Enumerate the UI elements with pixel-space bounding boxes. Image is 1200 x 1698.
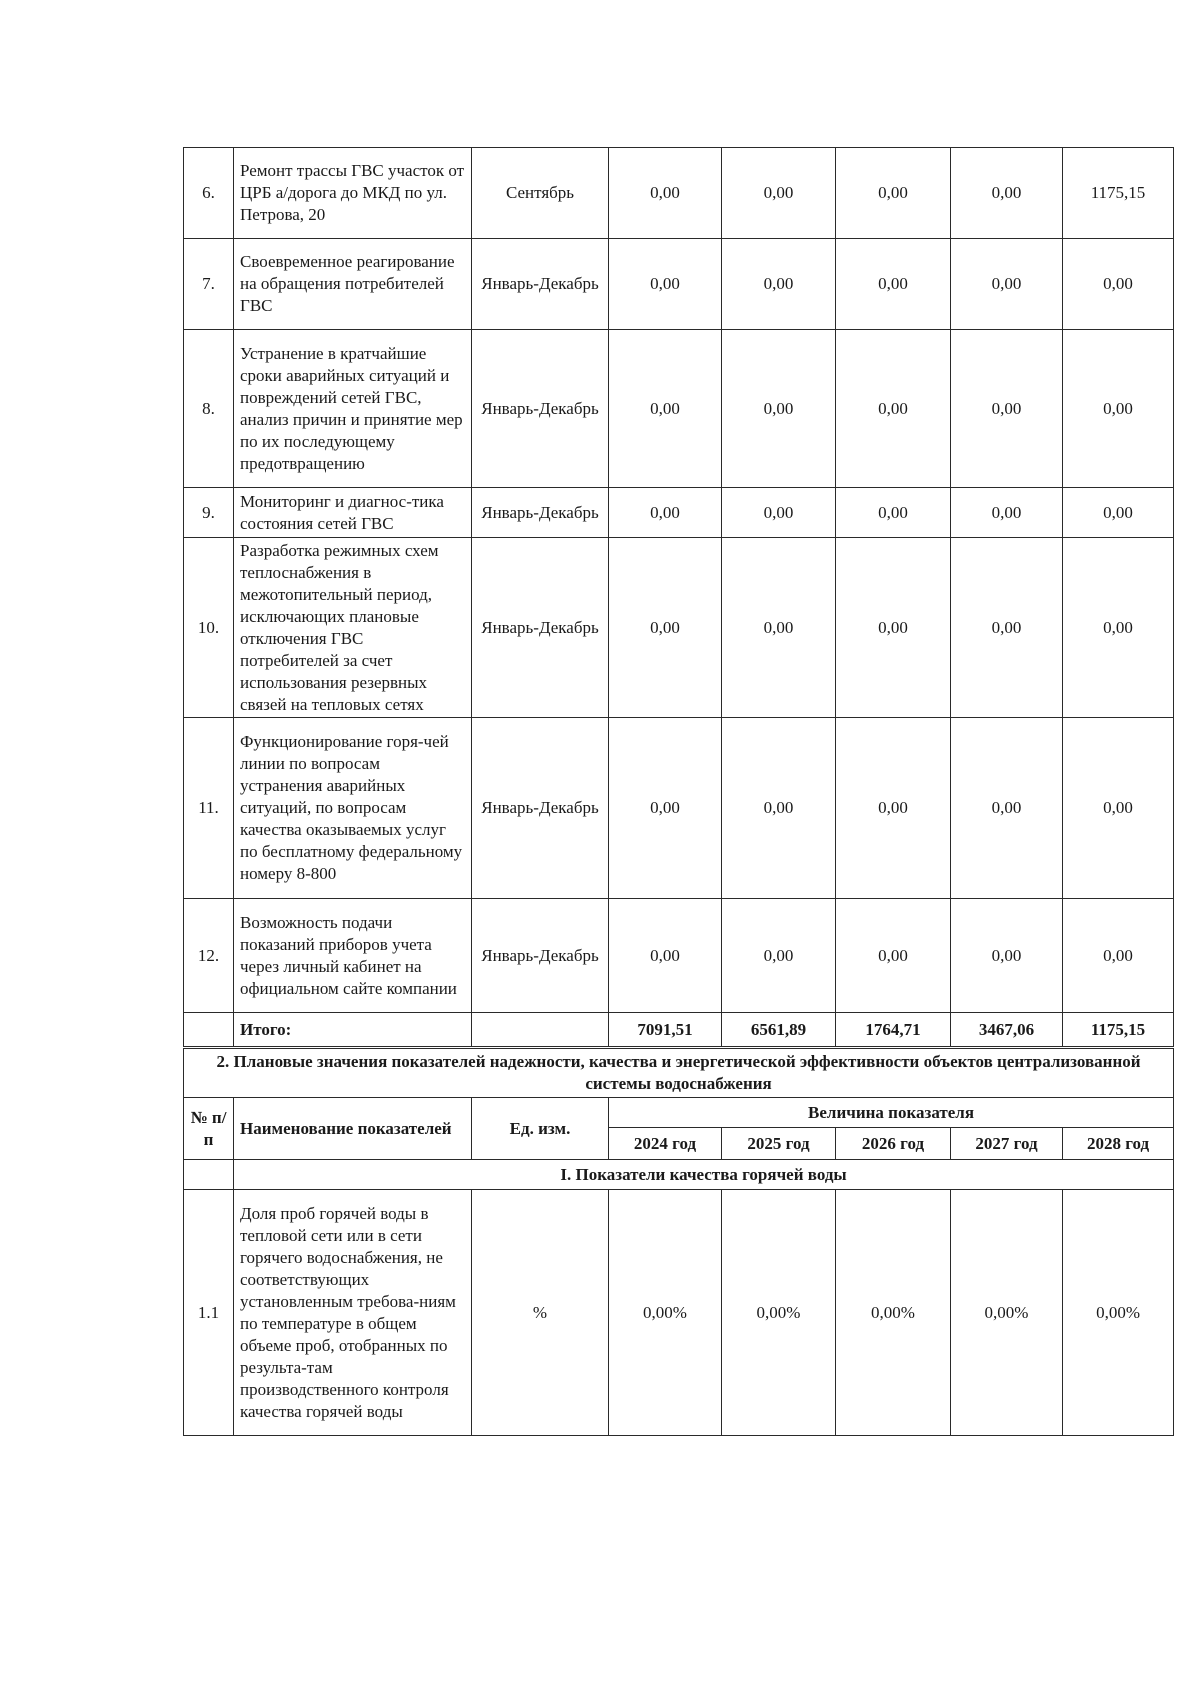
value-cell: 0,00	[722, 718, 836, 899]
measure-name: Своевременное реагирование на обращения потребителей ГВС	[234, 239, 472, 330]
value-cell: 0,00	[1063, 239, 1174, 330]
value-cell: 1175,15	[1063, 148, 1174, 239]
measure-name: Ремонт трассы ГВС участок от ЦРБ а/дорога до МКД по ул. Петрова, 20	[234, 148, 472, 239]
table-row	[184, 330, 1174, 488]
total-value: 7091,51	[609, 1013, 722, 1047]
measure-period: Январь-Декабрь	[472, 538, 609, 718]
table-row	[184, 488, 1174, 538]
measure-period: Январь-Декабрь	[472, 330, 609, 488]
table-row	[184, 239, 1174, 330]
value-cell: 0,00	[609, 488, 722, 538]
value-cell: 0,00	[951, 239, 1063, 330]
value-cell: 0,00	[836, 488, 951, 538]
row-number: 7.	[184, 239, 234, 330]
value-cell: 0,00	[609, 330, 722, 488]
header-year: 2027 год	[951, 1128, 1063, 1160]
value-cell: 0,00%	[1063, 1190, 1174, 1436]
measure-period: Январь-Декабрь	[472, 239, 609, 330]
value-cell: 0,00	[722, 148, 836, 239]
value-cell: 0,00	[722, 330, 836, 488]
value-cell: 0,00	[836, 148, 951, 239]
total-label: Итого:	[234, 1013, 472, 1047]
total-empty-cell	[472, 1013, 609, 1047]
row-number: 12.	[184, 899, 234, 1013]
value-cell: 0,00	[609, 538, 722, 718]
subsection-title: I. Показатели качества горячей воды	[234, 1160, 1174, 1190]
row-number: 8.	[184, 330, 234, 488]
value-cell: 0,00%	[951, 1190, 1063, 1436]
total-row	[184, 1013, 1174, 1047]
indicators-table	[183, 1048, 1174, 1436]
table-row	[184, 1190, 1174, 1436]
measure-period: Сентябрь	[472, 148, 609, 239]
subsection-row	[184, 1160, 1174, 1190]
value-cell: 0,00%	[836, 1190, 951, 1436]
total-value: 1175,15	[1063, 1013, 1174, 1047]
value-cell: 0,00	[609, 239, 722, 330]
header-unit: Ед. изм.	[472, 1098, 609, 1160]
value-cell: 0,00	[1063, 718, 1174, 899]
value-cell: 0,00	[609, 718, 722, 899]
section-title: 2. Плановые значения показателей надежности, качества и энергетической эффективности объектов централизованной системы водоснабжения	[184, 1049, 1174, 1098]
indicator-name: Доля проб горячей воды в тепловой сети или в сети горячего водоснабжения, не соответствующих установленным требова-ниям по температуре в общем объеме проб, отобранных по результа-там производственного контроля качества горячей воды	[234, 1190, 472, 1436]
subsection-empty-cell	[184, 1160, 234, 1190]
indicator-unit: %	[472, 1190, 609, 1436]
value-cell: 0,00	[1063, 488, 1174, 538]
total-value: 3467,06	[951, 1013, 1063, 1047]
value-cell: 0,00	[609, 148, 722, 239]
value-cell: 0,00	[722, 899, 836, 1013]
value-cell: 0,00	[836, 330, 951, 488]
value-cell: 0,00%	[722, 1190, 836, 1436]
row-number: 9.	[184, 488, 234, 538]
table-row	[184, 148, 1174, 239]
value-cell: 0,00	[609, 899, 722, 1013]
row-number: 11.	[184, 718, 234, 899]
measures-table	[183, 147, 1174, 1047]
value-cell: 0,00	[722, 538, 836, 718]
value-cell: 0,00	[951, 148, 1063, 239]
measure-period: Январь-Декабрь	[472, 899, 609, 1013]
value-cell: 0,00	[722, 488, 836, 538]
header-year: 2028 год	[1063, 1128, 1174, 1160]
header-name: Наименование показателей	[234, 1098, 472, 1160]
total-value: 1764,71	[836, 1013, 951, 1047]
measure-name: Мониторинг и диагнос-тика состояния сетей ГВС	[234, 488, 472, 538]
total-empty-cell	[184, 1013, 234, 1047]
header-year: 2026 год	[836, 1128, 951, 1160]
header-year: 2024 год	[609, 1128, 722, 1160]
header-num: № п/п	[184, 1098, 234, 1160]
section-title-row	[184, 1049, 1174, 1098]
value-cell: 0,00	[836, 718, 951, 899]
row-number: 10.	[184, 538, 234, 718]
value-cell: 0,00	[951, 330, 1063, 488]
value-cell: 0,00	[951, 488, 1063, 538]
value-cell: 0,00%	[609, 1190, 722, 1436]
measure-name: Возможность подачи показаний приборов учета через личный кабинет на официальном сайте компании	[234, 899, 472, 1013]
value-cell: 0,00	[836, 899, 951, 1013]
measure-period: Январь-Декабрь	[472, 488, 609, 538]
measure-name: Устранение в кратчайшие сроки аварийных ситуаций и повреждений сетей ГВС, анализ причин и принятие мер по их последующему предотвращению	[234, 330, 472, 488]
total-value: 6561,89	[722, 1013, 836, 1047]
value-cell: 0,00	[1063, 538, 1174, 718]
measure-name: Разработка режимных схем теплоснабжения в межотопительный период, исключающих плановые отключения ГВС потребителей за счет использования резервных связей на тепловых сетях	[234, 538, 472, 718]
value-cell: 0,00	[951, 538, 1063, 718]
value-cell: 0,00	[1063, 899, 1174, 1013]
row-number: 6.	[184, 148, 234, 239]
header-value-group: Величина показателя	[609, 1098, 1174, 1128]
value-cell: 0,00	[951, 899, 1063, 1013]
table-row	[184, 538, 1174, 718]
header-year: 2025 год	[722, 1128, 836, 1160]
value-cell: 0,00	[836, 239, 951, 330]
measure-name: Функционирование горя-чей линии по вопросам устранения аварийных ситуаций, по вопросам качества оказываемых услуг по бесплатному федеральному номеру 8-800	[234, 718, 472, 899]
header-row	[184, 1098, 1174, 1128]
table-row	[184, 718, 1174, 899]
value-cell: 0,00	[951, 718, 1063, 899]
value-cell: 0,00	[1063, 330, 1174, 488]
table-row	[184, 899, 1174, 1013]
measure-period: Январь-Декабрь	[472, 718, 609, 899]
row-number: 1.1	[184, 1190, 234, 1436]
value-cell: 0,00	[836, 538, 951, 718]
value-cell: 0,00	[722, 239, 836, 330]
